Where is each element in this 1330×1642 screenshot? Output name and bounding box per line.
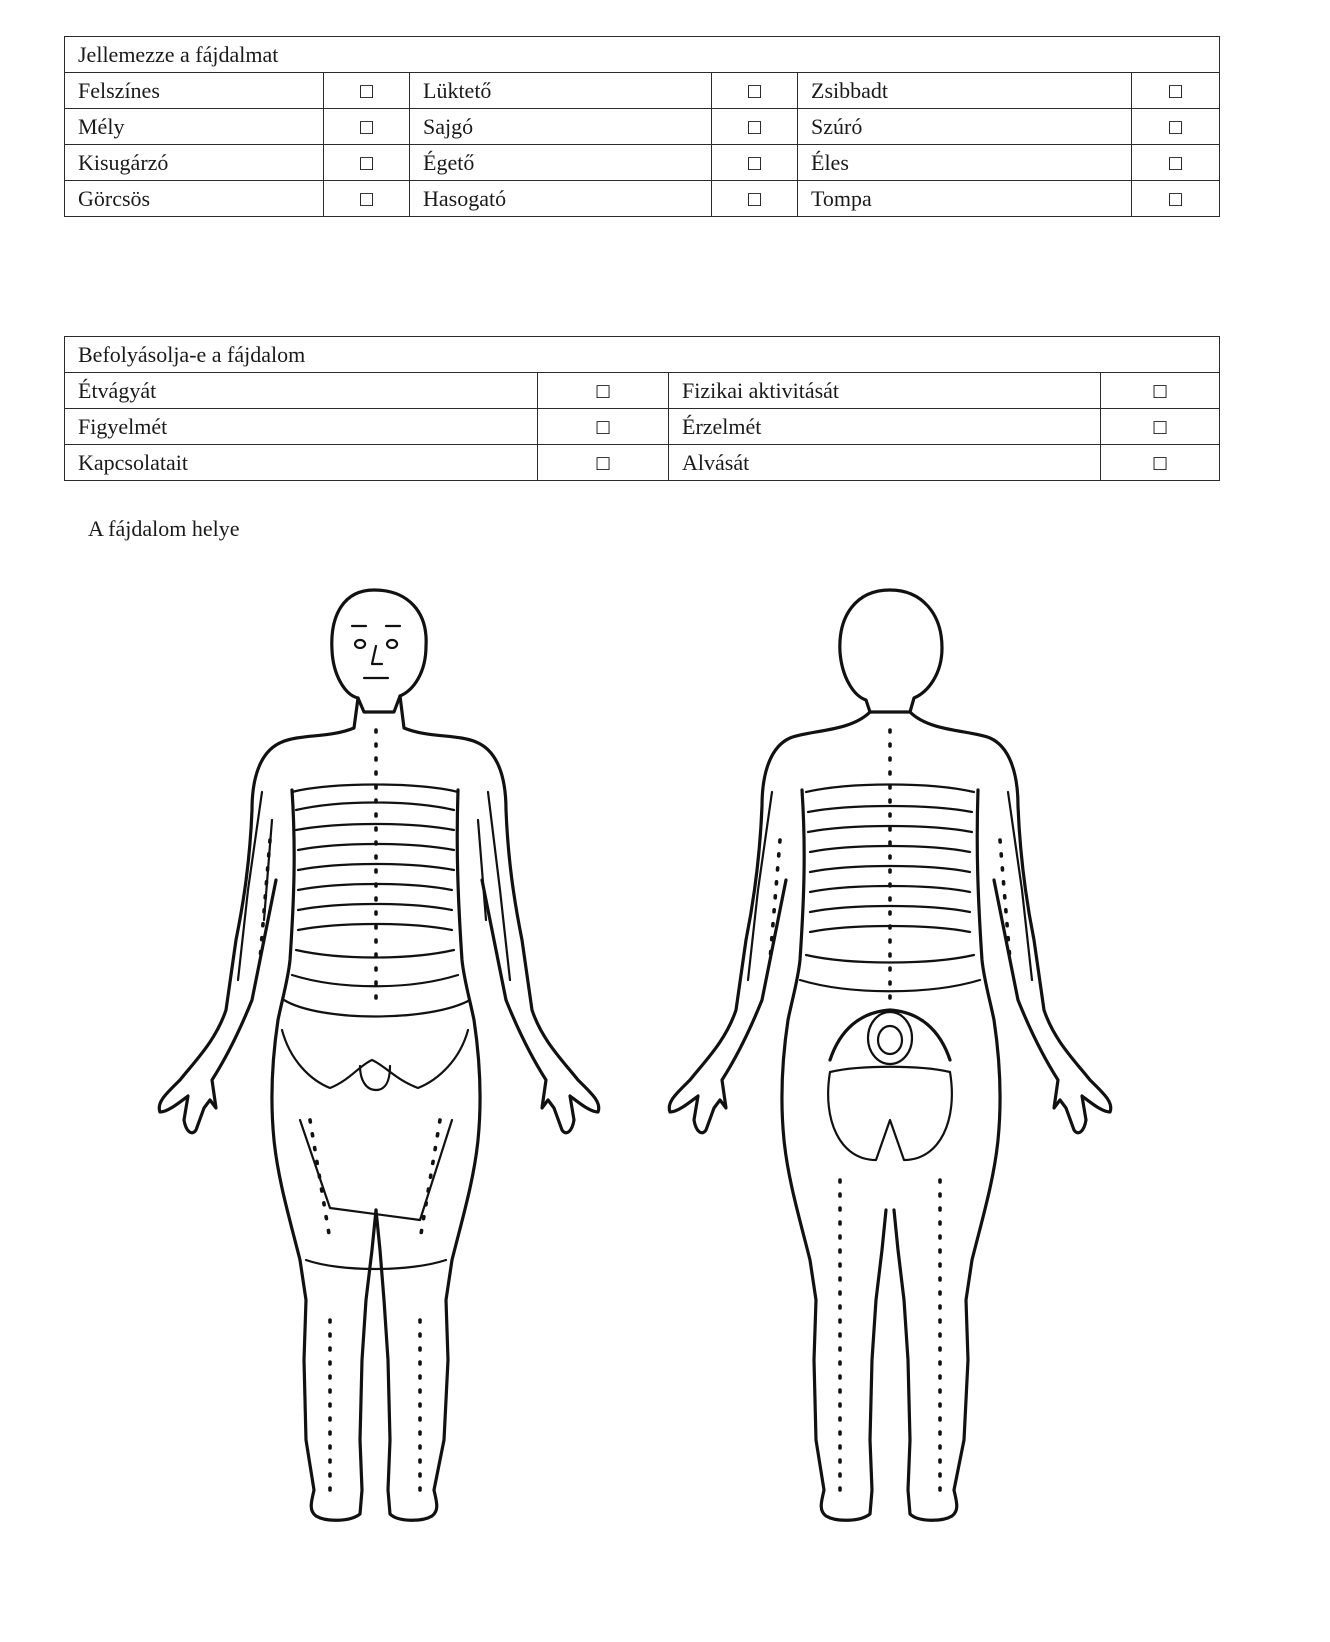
pain-impact-title: Befolyásolja-e a fájdalom [65,337,1220,373]
pain-impact-label: Alvását [669,445,1101,481]
pain-location-title: A fájdalom helye [88,516,240,541]
pain-character-label: Éles [798,145,1132,181]
pain-impact-row [65,373,1220,409]
pain-character-checkbox[interactable]: □ [1132,181,1220,217]
pain-character-label: Szúró [798,109,1132,145]
pain-character-checkbox[interactable]: □ [712,145,798,181]
pain-character-label: Tompa [798,181,1132,217]
pain-impact-label: Figyelmét [65,409,538,445]
body-diagrams [0,560,1330,1560]
pain-character-checkbox[interactable]: □ [324,109,410,145]
pain-character-label: Hasogató [410,181,712,217]
back-body-diagram[interactable] [669,590,1111,1520]
pain-character-checkbox[interactable]: □ [712,109,798,145]
pain-character-checkbox[interactable]: □ [324,73,410,109]
pain-character-checkbox[interactable]: □ [1132,73,1220,109]
front-body-diagram[interactable] [159,590,599,1520]
pain-impact-checkbox[interactable]: □ [1101,373,1220,409]
pain-character-table [64,36,1220,217]
pain-character-label: Lüktető [410,73,712,109]
pain-impact-row [65,409,1220,445]
pain-character-row [65,109,1220,145]
pain-impact-label: Fizikai aktivitását [669,373,1101,409]
pain-impact-checkbox[interactable]: □ [1101,409,1220,445]
pain-character-label: Égető [410,145,712,181]
pain-impact-checkbox[interactable]: □ [538,409,669,445]
pain-character-label: Kisugárzó [65,145,324,181]
pain-character-checkbox[interactable]: □ [324,181,410,217]
pain-character-checkbox[interactable]: □ [712,181,798,217]
pain-impact-table [64,336,1220,481]
pain-character-checkbox[interactable]: □ [1132,145,1220,181]
pain-character-label: Görcsös [65,181,324,217]
pain-character-label: Zsibbadt [798,73,1132,109]
pain-character-title: Jellemezze a fájdalmat [65,37,1220,73]
pain-character-label: Felszínes [65,73,324,109]
pain-impact-checkbox[interactable]: □ [538,445,669,481]
pain-impact-row [65,445,1220,481]
pain-impact-checkbox[interactable]: □ [538,373,669,409]
pain-character-label: Sajgó [410,109,712,145]
pain-character-checkbox[interactable]: □ [1132,109,1220,145]
pain-character-row [65,73,1220,109]
pain-character-label: Mély [65,109,324,145]
pain-character-row [65,181,1220,217]
pain-impact-label: Érzelmét [669,409,1101,445]
pain-impact-checkbox[interactable]: □ [1101,445,1220,481]
pain-impact-label: Kapcsolatait [65,445,538,481]
pain-character-checkbox[interactable]: □ [712,73,798,109]
pain-character-row [65,145,1220,181]
pain-character-checkbox[interactable]: □ [324,145,410,181]
pain-impact-label: Étvágyát [65,373,538,409]
